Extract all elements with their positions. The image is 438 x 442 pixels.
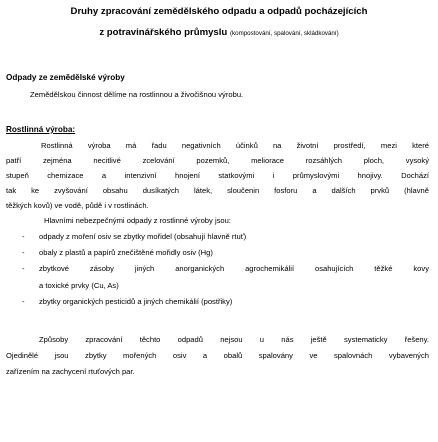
paragraph2-line2: Ojedinělé jsou zbytky mořených osiv a obalů spalovány ve spalovnách vybavených (6, 351, 429, 360)
section-intro-text: Zemědělskou činnost dělíme na rostlinnou a živočišnou výrobu. (30, 90, 244, 99)
paragraph1-line3: stupeň chemizace a intenzivní hnojení statkovými i průmyslovými hnojivy. Dochází (6, 171, 429, 180)
list-item-3-line2: a toxické prvky (Cu, As) (39, 281, 119, 290)
section-heading-plant-production: Rostlinná výroba: (6, 125, 76, 134)
title-main-text: z potravinářského průmyslu (99, 27, 228, 38)
list-item-1: odpady z moření osiv se zbytky mořidel (obsahují hlavně rtuť) (39, 232, 247, 241)
list-item-4: zbytky organických pesticidů a jiných chemikálií (postřiky) (39, 297, 233, 306)
paragraph1-line2: patří zejména necitlivé zcelování pozemků, meliorace rozsáhlých ploch, vysoký (6, 156, 429, 165)
title-note: (kompostování, spalování, skládkování) (229, 30, 339, 37)
paragraph2-line3: zařízením na zachycení rtuťových par. (6, 367, 135, 376)
list-bullet-marker: - (22, 264, 25, 273)
paragraph1-line5: těžkých kovů) ve vodě, půdě i v rostlinách. (6, 201, 149, 210)
document-title-line2 (0, 27, 438, 40)
section-heading-agricultural-waste: Odpady ze zemědělské výroby (6, 73, 125, 82)
document-title-line1: Druhy zpracování zemědělského odpadu a odpadů pocházejících (70, 6, 368, 17)
list-item-3-line1: zbytkové zásoby jiných anorganických agrochemikálií osahujících těžké kovy (39, 264, 429, 273)
list-intro: Hlavními nebezpečnými odpady z rostlinné výroby jsou: (44, 216, 231, 225)
paragraph1-line4: tak ke zvyšování obsahu dusíkatých látek, sloučenin fosforu a dalších prvků (hlavně (6, 186, 429, 195)
list-bullet-marker: - (22, 232, 25, 241)
list-bullet-marker: - (22, 297, 25, 306)
list-item-2: obaly z plastů a papírů znečištěné mořidly osiv (Hg) (39, 248, 213, 257)
paragraph2-line1: Způsoby zpracování těchto odpadů nejsou u nás ještě systematicky řešeny. (39, 335, 429, 344)
paragraph1-line1: Rostlinná výroba má řadu negativních účinků na životní prostředí, mezi které (41, 141, 429, 150)
list-bullet-marker: - (22, 248, 25, 257)
